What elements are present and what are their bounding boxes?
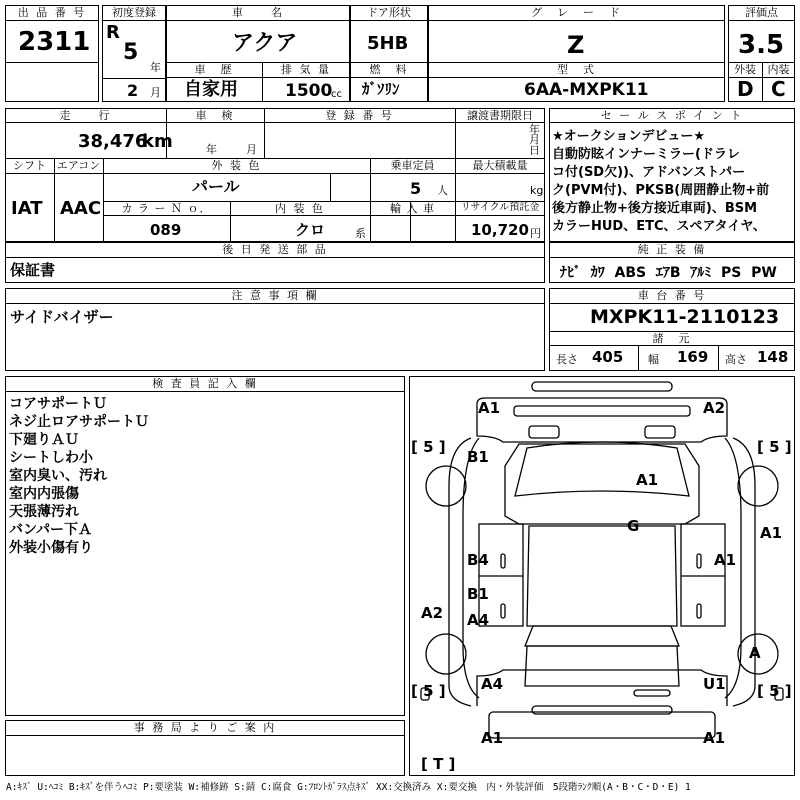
inspection-month-unit: 月 (246, 143, 257, 156)
equipment-item: ABS (614, 265, 647, 281)
damage-mark: A1 (636, 471, 659, 489)
transfer-month-unit: 月 (529, 133, 540, 146)
model-label: 型 式 (557, 63, 596, 76)
damage-mark: A1 (714, 551, 737, 569)
damage-mark: A (749, 644, 761, 662)
interior-grade: C (771, 77, 786, 101)
recycle-fee: 10,720 (471, 221, 529, 239)
inspector-line: 下廻りＡＵ (9, 432, 79, 448)
int-color: クロ (295, 221, 326, 239)
length-label: 長さ (556, 353, 578, 366)
import-label: 輸 入 車 (390, 202, 435, 215)
inspector-line: バンパー下Ａ (9, 522, 93, 538)
equipment-item: ｶﾜ (590, 265, 605, 281)
lot-number: 2311 (18, 27, 91, 57)
transfer-year-unit: 年 (529, 123, 540, 136)
width-label: 幅 (648, 353, 659, 366)
inspector-line: コアサポートＵ (9, 396, 107, 412)
ac-label: エアコン (56, 159, 101, 172)
equipment-item: PW (751, 265, 777, 281)
month-unit: 月 (150, 86, 161, 99)
tire-tread-rear-left: [ 5 ] (411, 682, 446, 700)
damage-mark: A4 (481, 675, 504, 693)
equipment-item: ｱﾙﾐ (690, 265, 712, 281)
tire-tread-front-left: [ 5 ] (411, 438, 446, 456)
later-parts-label: 後 日 発 送 部 品 (222, 243, 328, 256)
sales-line: カラーHUD、ETC、スペアタイヤ、 (552, 219, 766, 234)
recycle-label: リサイクル預託金 (460, 202, 540, 213)
displacement: 1500 (285, 81, 333, 101)
height-label: 高さ (725, 353, 747, 366)
lot-number-label: 出 品 番 号 (17, 6, 87, 19)
transfer-day-unit: 日 (529, 144, 540, 157)
damage-mark: A2 (421, 604, 444, 622)
inspection-label: 車 検 (195, 109, 235, 122)
mileage: 38,476 (78, 131, 148, 152)
first-registration-label: 初度登録 (112, 6, 156, 19)
inspector-line: 天張薄汚れ (9, 504, 79, 520)
shift-label: シフト (13, 159, 46, 172)
damage-mark: A4 (467, 611, 490, 629)
tire-tread-rear-right: [ 5 ] (757, 682, 792, 700)
equipment-label: 純 正 装 備 (637, 243, 707, 256)
score-label: 評価点 (745, 6, 778, 19)
fuel: ｶﾞｿﾘﾝ (362, 80, 400, 98)
damage-mark: G (627, 517, 640, 535)
mileage-label: 走 行 (59, 109, 112, 122)
inspector-line: ネジ止ロアサポートＵ (9, 414, 149, 430)
fuel-label: 燃 料 (369, 63, 409, 76)
sales-points-text (552, 128, 794, 236)
sales-line: ク(PVM付)、PKSB(周囲静止物+前 (552, 183, 770, 198)
color-no-label: カ ラ ー Ｎ ｏ． (121, 202, 212, 215)
history: 自家用 (184, 79, 238, 100)
height-value: 148 (757, 348, 789, 366)
first-reg-month: 2 (127, 81, 139, 100)
int-color-label: 内 装 色 (275, 202, 325, 215)
grade-label: グ レ ー ド (531, 6, 622, 19)
inspector-line: シートしわ小 (9, 450, 93, 466)
inspector-line: 室内臭い、汚れ (9, 468, 107, 484)
shift: IAT (11, 198, 43, 219)
model-code: 6AA-MXPK11 (524, 80, 649, 100)
capacity-unit: 人 (437, 184, 448, 197)
exterior-grade: D (737, 77, 754, 101)
equipment-list (560, 262, 777, 282)
damage-mark: A1 (760, 524, 783, 542)
history-label: 車 歴 (194, 63, 234, 76)
year-unit: 年 (150, 61, 161, 74)
inspection-year-unit: 年 (206, 143, 217, 156)
inspector-label: 検 査 員 記 入 欄 (152, 377, 258, 390)
capacity: 5 (410, 179, 422, 198)
recycle-unit: 円 (530, 227, 541, 240)
sales-line: 自動防眩インナーミラー(ドラレ (552, 147, 740, 162)
score: 3.5 (738, 30, 785, 60)
notes-label: 注 意 事 項 欄 (231, 289, 319, 302)
first-reg-year: 5 (123, 40, 139, 65)
sales-line: ★オークションデビュー★ (552, 129, 706, 144)
capacity-label: 乗車定員 (390, 159, 435, 172)
sales-line: 後方静止物+後方接近車両)、BSM (552, 201, 758, 216)
car-diagram (409, 376, 795, 776)
era: R (106, 22, 120, 43)
sales-line: コ付(SD欠))、アドバンストパー (552, 165, 746, 180)
chassis-number: MXPK11-2110123 (590, 306, 780, 328)
chassis-label: 車 台 番 号 (637, 289, 707, 302)
door-label: ドア形状 (367, 6, 411, 19)
legend: A:ｷｽﾞ U:ﾍｺﾐ B:ｷｽﾞを伴うﾍｺﾐ P:要塗装 W:補修跡 S:錆 C:腐食 G:ﾌﾛﾝﾄｶﾞﾗｽ点ｷｽﾞ XX:交換済み X:要交換 内・外装評価 5段階ﾗﾝｸ順(A・B・C・D・E) 1 (6, 782, 691, 793)
length-value: 405 (592, 348, 624, 366)
color-no: 089 (150, 221, 182, 239)
grade: Z (567, 31, 585, 59)
exterior-label: 外装 (734, 63, 756, 76)
mileage-unit: km (142, 131, 173, 152)
ext-color-label: 外 装 色 (211, 159, 262, 172)
car-name: アクア (232, 31, 298, 56)
damage-mark: A2 (703, 399, 726, 417)
inspector-line: 室内内張傷 (9, 486, 79, 502)
displacement-label: 排 気 量 (281, 63, 331, 76)
tire-tread-front-right: [ 5 ] (757, 438, 792, 456)
displacement-unit: cc (331, 89, 342, 100)
car-name-label: 車 名 (232, 6, 284, 19)
door-type: 5HB (367, 33, 409, 54)
width-value: 169 (677, 348, 709, 366)
damage-mark: B1 (467, 585, 489, 603)
damage-mark: A1 (703, 729, 726, 747)
damage-mark: U1 (703, 675, 726, 693)
plate-label: 登 録 番 号 (325, 109, 394, 122)
ext-color: パール (192, 177, 240, 196)
equipment-item: ｴｱB (655, 265, 681, 281)
dims-label: 諸 元 (652, 332, 692, 345)
damage-mark: A1 (481, 729, 504, 747)
sales-points-label: セ ー ル ス ポ イ ン ト (600, 109, 744, 122)
damage-mark: A1 (478, 399, 501, 417)
later-parts-value: 保証書 (10, 261, 56, 279)
notes-value: サイドバイザー (10, 308, 114, 326)
int-color-unit: 系 (355, 227, 366, 240)
inspector-notes (9, 395, 149, 557)
damage-mark: B4 (467, 551, 489, 569)
damage-mark: B1 (467, 448, 489, 466)
inspector-line: 外装小傷有り (9, 540, 93, 556)
ac: AAC (60, 198, 102, 219)
max-load-unit: kg (530, 184, 544, 197)
max-load-label: 最大積載量 (472, 159, 528, 172)
interior-label: 内装 (767, 63, 790, 76)
vehicle-details-box (5, 108, 545, 242)
equipment-item: ﾅﾋﾞ (560, 265, 581, 281)
tire-tread-spare: [ T ] (421, 755, 456, 773)
equipment-item: PS (721, 265, 742, 281)
office-label: 事 務 局 よ り ご 案 内 (133, 721, 277, 734)
transfer-label: 譲渡書期限日 (467, 109, 533, 122)
